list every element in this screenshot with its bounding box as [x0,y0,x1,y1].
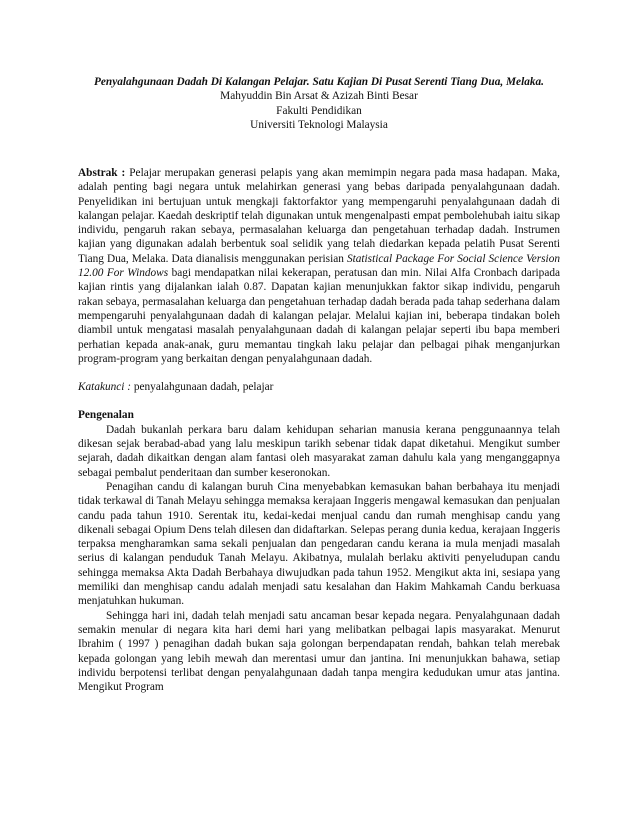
abstract-software: Statistical Package For Social Science Version 12.00 For Windows [78,252,560,280]
keywords-text: penyalahgunaan dadah, pelajar [133,381,274,394]
authors-line: Mahyuddin Bin Arsat & Azizah Binti Besar [220,90,418,103]
keywords-label: Katakunci : [78,381,132,394]
faculty-line: Fakulti Pendidikan [276,104,362,117]
abstract-paragraph [78,166,560,366]
body-paragraph: Dadah bukanlah perkara baru dalam kehidupan seharian manusia kerana penggunaannya telah dikesan sejak berabad-abad yang lalu meskipun tarikh sebenar tidak dapat diketahui. Mengikut sumber sejarah, dadah dikaitkan dengan alam fantasi oleh masyarakat zaman dahulu kala yang menganggapnya sebagai pembalut penderitaan dan sumber keseronokan. [78,423,560,479]
paper-body [78,166,560,694]
section-title-pengenalan: Pengenalan [78,409,134,422]
keywords-line [78,380,560,394]
paper-header [78,75,560,132]
abstract-text-before: Pelajar merupakan generasi pelapis yang akan memimpin negara pada masa hadapan. Maka, adalah penting bagi negara untuk melahirkan generasi yang bebas daripada penyalahgunaan dadah. Penyelidikan ini bertujuan untuk mengkaji faktorfaktor yang mempengaruhi penyalahgunaan dadah di kalangan pelajar. Kaedah deskriptif telah digunakan untuk mengenalpasti empat pembolehubah iaitu sikap individu, pengaruh rakan sebaya, permasalahan keluarga dan pengetahuan terhadap dadah. Instrumen kajian yang digunakan adalah berbentuk soal selidik yang telah diedarkan kepada pelatih Pusat Serenti Tiang Dua, Melaka. Data dianalisis menggunakan perisian [78,167,560,265]
paper-title: Penyalahgunaan Dadah Di Kalangan Pelajar. Satu Kajian Di Pusat Serenti Tiang Dua, Melaka. [94,76,544,88]
spacer [78,394,560,408]
body-paragraph: Sehingga hari ini, dadah telah menjadi satu ancaman besar kepada negara. Penyalahgunaan dadah semakin menular di negara kita hari demi hari yang melibatkan pelbagai lapis masyarakat. Menurut Ibrahim ( 1997 ) penagihan dadah bukan saja golongan berpendapatan rendah, bahkan telah merebak kepada golongan yang lebih mewah dan merentasi umur dan jantina. Ini menunjukkan bahawa, setiap individu berpotensi terlibat dengan penyalahgunaan dadah tanpa mengira kedudukan umur atas jantina. Mengikut Program [78,609,560,694]
spacer [78,366,560,380]
body-paragraph: Penagihan candu di kalangan buruh Cina menyebabkan kemasukan bahan berbahaya itu menjadi tidak terkawal di Tanah Melayu sehingga memaksa kerajaan Inggeris mengawal kemasukan dan penjualan candu pada tahun 1910. Serentak itu, kedai-kedai menjual candu dan rumah menghisap candu yang dikenali sebagai Opium Dens telah dilesen dan didaftarkan. Selepas perang dunia kedua, kerajaan Inggeris terpaksa mengharamkan sama sekali penjualan dan pengedaran candu kerana ia mula menjadi masalah serius di kalangan penduduk Tanah Melayu. Akibatnya, mulalah berlaku aktiviti penyeludupan candu sehingga memaksa Akta Dadah Berbahaya diwujudkan pada tahun 1952. Mengikut akta ini, sesiapa yang memiliki dan menghisap candu adalah menjadi satu kesalahan dan Hakim Mahkamah Candu berkuasa menjatuhkan hukuman. [78,480,560,608]
abstract-label: Abstrak : [78,167,126,179]
abstract-text-after: bagi mendapatkan nilai kekerapan, peratusan dan min. Nilai Alfa Cronbach daripada kajian rintis yang dijalankan ialah 0.87. Dapatan kajian menunjukkan faktor sikap individu, pengaruh rakan sebaya, permasalahan keluarga dan pengetahuan terhadap dadah berada pada tahap sederhana dalam mempengaruhi penyalahgunaan dadah di kalangan pelajar. Melalui kajian ini, beberapa tindakan boleh diambil untuk mengatasi masalah penyalahgunaan dadah di kalangan pelajar seperti ibu bapa memberi perhatian kepada anak-anak, guru memantau tingkah laku pelajar dan pelbagai pihak menganjurkan program-program yang berkaitan dengan penyalahgunaan dadah. [78,267,560,365]
university-line: Universiti Teknologi Malaysia [250,118,388,131]
